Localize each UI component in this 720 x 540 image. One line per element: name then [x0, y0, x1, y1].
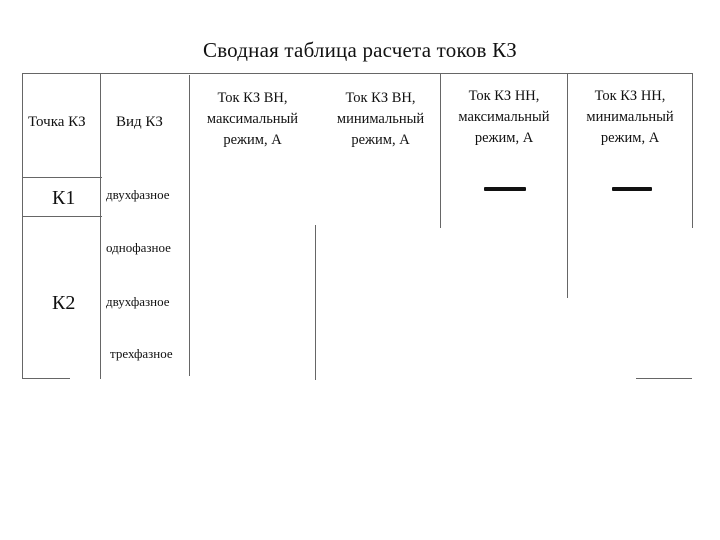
header-col4-line3: режим, А [600, 130, 660, 146]
dash-mark-col4 [612, 187, 652, 191]
header-point: Точка КЗ [28, 114, 86, 130]
page-title: Сводная таблица расчета токов КЗ [202, 38, 517, 62]
row-kind-4: трехфазное [110, 346, 173, 361]
col-border-left [22, 73, 23, 378]
row-kind-1: двухфазное [106, 187, 170, 202]
header-col1-line2: максимальный [206, 111, 299, 127]
table-top-border [22, 73, 692, 74]
col-divider-point-kind [100, 73, 101, 379]
header-col3-line2: максимальный [458, 109, 550, 125]
row-kind-2: однофазное [106, 240, 171, 255]
header-col3 [441, 86, 567, 149]
header-col1-line3: режим, А [223, 132, 282, 148]
row-point-k1: К1 [52, 187, 76, 209]
header-divider [22, 177, 102, 178]
header-col4 [568, 86, 692, 149]
header-col4-line1: Ток КЗ НН, [594, 88, 666, 104]
header-col1-line1: Ток КЗ ВН, [217, 90, 288, 106]
row-point-k2: К2 [52, 292, 76, 314]
col-divider-col1-col2 [315, 225, 316, 380]
dash-mark-col3 [484, 187, 526, 191]
header-col2 [318, 88, 443, 151]
header-col1 [190, 88, 315, 151]
table-bottom-border-left [22, 378, 70, 379]
header-col4-line2: минимальный [586, 109, 674, 125]
header-col3-line3: режим, А [474, 130, 534, 146]
row-kind-3: двухфазное [106, 294, 170, 309]
header-col2-line2: минимальный [336, 111, 425, 127]
table-bottom-border-right [636, 378, 692, 379]
header-col2-line1: Ток КЗ ВН, [345, 90, 416, 106]
header-col3-line1: Ток КЗ НН, [468, 88, 540, 104]
header-kind: Вид КЗ [116, 114, 163, 130]
row-divider-k1-k2 [22, 216, 102, 217]
header-col2-line3: режим, А [351, 132, 410, 148]
col-border-right [692, 73, 693, 228]
